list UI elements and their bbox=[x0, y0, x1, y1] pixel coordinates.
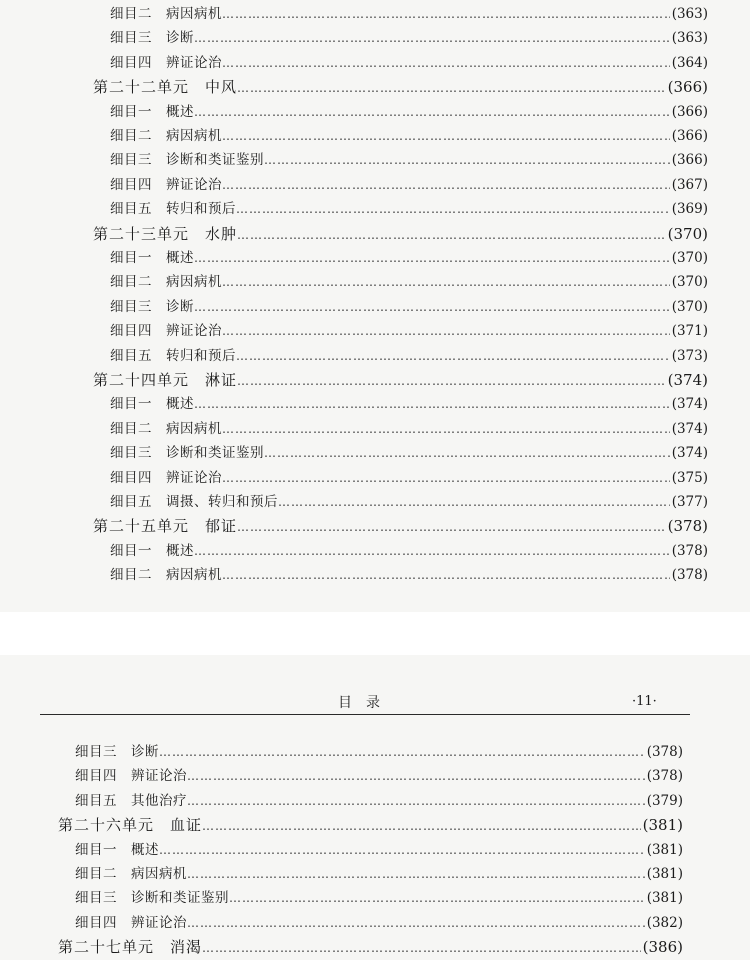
toc-entry-label: 细目四 辨证论治 bbox=[110, 54, 222, 71]
toc-entry-label: 细目一 概述 bbox=[110, 103, 194, 120]
toc-unit-entry bbox=[93, 222, 708, 246]
toc-unit-entry bbox=[58, 813, 683, 837]
toc-subsection-entry bbox=[110, 246, 708, 270]
toc-subsection-entry bbox=[75, 764, 683, 788]
toc-entry-label: 细目二 病因病机 bbox=[110, 6, 222, 22]
toc-dot-leader bbox=[159, 838, 645, 862]
toc-dot-leader bbox=[187, 764, 645, 788]
toc-dot-leader bbox=[222, 563, 670, 587]
toc-unit-entry bbox=[93, 75, 708, 99]
toc-entry-page-number: (386) bbox=[642, 938, 683, 957]
toc-entry-label: 细目四 辨证论治 bbox=[110, 323, 222, 340]
toc-entry-page-number: (371) bbox=[671, 323, 708, 340]
toc-dot-leader bbox=[222, 173, 670, 197]
toc-dot-leader bbox=[194, 295, 670, 319]
toc-entry-page-number: (378) bbox=[646, 744, 683, 760]
toc-entry-page-number: (366) bbox=[671, 103, 708, 120]
toc-entry-label: 细目一 概述 bbox=[110, 396, 194, 413]
toc-subsection-entry bbox=[75, 789, 683, 813]
toc-entry-label: 细目四 辨证论治 bbox=[75, 768, 187, 785]
toc-dot-leader bbox=[222, 124, 670, 148]
toc-subsection-entry bbox=[75, 862, 683, 886]
toc-dot-leader bbox=[202, 936, 641, 959]
toc-entry-label: 第二十七单元 消渴 bbox=[58, 938, 203, 957]
toc-entry-label: 细目一 概述 bbox=[75, 841, 159, 858]
toc-subsection-entry bbox=[110, 441, 708, 465]
toc-entry-label: 细目三 诊断 bbox=[75, 744, 159, 760]
toc-entry-page-number: (381) bbox=[646, 841, 683, 858]
toc-entry-label: 细目二 病因病机 bbox=[110, 128, 222, 144]
toc-entry-page-number: (366) bbox=[667, 78, 708, 97]
toc-entry-page-number: (374) bbox=[671, 396, 708, 413]
toc-dot-leader bbox=[264, 148, 670, 172]
toc-subsection-entry bbox=[110, 270, 708, 294]
toc-dot-leader bbox=[222, 417, 670, 441]
toc-entry-label: 细目三 诊断和类证鉴别 bbox=[110, 152, 264, 169]
toc-subsection-entry bbox=[110, 124, 708, 148]
toc-subsection-entry bbox=[110, 539, 708, 563]
toc-dot-leader bbox=[264, 441, 670, 465]
toc-subsection-entry bbox=[110, 100, 708, 124]
toc-entry-label: 细目一 概述 bbox=[110, 542, 194, 559]
toc-dot-leader bbox=[236, 344, 670, 368]
toc-subsection-entry bbox=[110, 26, 708, 50]
toc-entry-label: 细目二 病因病机 bbox=[110, 420, 222, 437]
toc-unit-entry bbox=[93, 514, 708, 538]
toc-entry-label: 细目五 其他治疗 bbox=[75, 792, 187, 809]
toc-entry-label: 第二十四单元 淋证 bbox=[93, 371, 238, 389]
toc-dot-leader bbox=[237, 223, 666, 246]
running-header-page-number: ·11· bbox=[632, 694, 657, 709]
toc-entry-page-number: (364) bbox=[671, 54, 708, 71]
toc-subsection-entry bbox=[110, 417, 708, 441]
toc-entry-page-number: (381) bbox=[642, 816, 683, 835]
toc-entry-page-number: (370) bbox=[671, 250, 708, 266]
toc-entry-label: 第二十三单元 水肿 bbox=[93, 224, 238, 243]
toc-entry-page-number: (363) bbox=[671, 6, 708, 22]
toc-dot-leader bbox=[202, 814, 641, 837]
toc-subsection-entry bbox=[110, 490, 708, 514]
toc-entry-label: 细目三 诊断和类证鉴别 bbox=[75, 890, 229, 907]
toc-entry-page-number: (379) bbox=[646, 792, 683, 809]
toc-subsection-entry bbox=[110, 392, 708, 416]
toc-subsection-entry bbox=[110, 295, 708, 319]
toc-subsection-entry bbox=[110, 148, 708, 172]
toc-dot-leader bbox=[194, 26, 670, 50]
toc-entry-page-number: (378) bbox=[671, 567, 708, 584]
toc-subsection-entry bbox=[110, 563, 708, 587]
toc-subsection-entry bbox=[75, 838, 683, 862]
toc-subsection-entry bbox=[110, 344, 708, 368]
toc-entry-label: 细目三 诊断和类证鉴别 bbox=[110, 445, 264, 462]
toc-entry-label: 细目二 病因病机 bbox=[75, 866, 187, 882]
toc-entry-label: 细目四 辨证论治 bbox=[75, 914, 187, 931]
toc-entry-page-number: (366) bbox=[671, 152, 708, 169]
toc-dot-leader bbox=[159, 740, 645, 764]
toc-dot-leader bbox=[222, 466, 670, 490]
toc-unit-entry bbox=[58, 935, 683, 959]
toc-entry-page-number: (374) bbox=[671, 445, 708, 462]
header-rule bbox=[40, 714, 690, 715]
toc-unit-entry bbox=[93, 368, 708, 392]
toc-entry-label: 细目二 病因病机 bbox=[110, 567, 222, 584]
toc-dot-leader bbox=[236, 197, 670, 221]
toc-dot-leader bbox=[222, 319, 670, 343]
toc-subsection-entry bbox=[110, 466, 708, 490]
toc-entry-page-number: (370) bbox=[667, 224, 708, 243]
toc-entry-page-number: (369) bbox=[671, 201, 708, 218]
toc-dot-leader bbox=[194, 100, 670, 124]
toc-dot-leader bbox=[194, 539, 670, 563]
toc-dot-leader bbox=[237, 369, 666, 392]
toc-subsection-entry bbox=[75, 911, 683, 935]
toc-entry-page-number: (363) bbox=[671, 30, 708, 47]
toc-subsection-entry bbox=[110, 173, 708, 197]
toc-subsection-entry bbox=[75, 740, 683, 764]
toc-entry-page-number: (375) bbox=[671, 469, 708, 486]
toc-entry-page-number: (378) bbox=[671, 542, 708, 559]
toc-entry-page-number: (377) bbox=[671, 494, 708, 510]
toc-entry-label: 细目五 转归和预后 bbox=[110, 201, 236, 218]
toc-dot-leader bbox=[237, 76, 666, 99]
toc-entry-page-number: (374) bbox=[667, 371, 708, 389]
toc-subsection-entry bbox=[110, 2, 708, 26]
toc-entry-label: 细目五 转归和预后 bbox=[110, 347, 236, 364]
toc-entry-label: 细目四 辨证论治 bbox=[110, 176, 222, 193]
toc-subsection-entry bbox=[110, 51, 708, 75]
toc-dot-leader bbox=[222, 2, 670, 26]
toc-dot-leader bbox=[194, 392, 670, 416]
toc-entry-label: 细目三 诊断 bbox=[110, 298, 194, 315]
toc-dot-leader bbox=[222, 270, 670, 294]
toc-entry-page-number: (378) bbox=[667, 517, 708, 536]
toc-entry-label: 细目三 诊断 bbox=[110, 30, 194, 47]
toc-entry-page-number: (378) bbox=[646, 768, 683, 785]
toc-entry-page-number: (370) bbox=[671, 298, 708, 315]
toc-entry-label: 细目四 辨证论治 bbox=[110, 469, 222, 486]
toc-dot-leader bbox=[237, 515, 666, 538]
toc-entry-page-number: (381) bbox=[646, 890, 683, 907]
running-header-title: 目录 bbox=[338, 695, 394, 711]
toc-subsection-entry bbox=[75, 886, 683, 910]
toc-entry-label: 细目二 病因病机 bbox=[110, 274, 222, 291]
toc-dot-leader bbox=[229, 886, 645, 910]
toc-dot-leader bbox=[187, 789, 645, 813]
toc-dot-leader bbox=[187, 862, 645, 886]
toc-entry-page-number: (381) bbox=[646, 866, 683, 882]
toc-entry-page-number: (366) bbox=[671, 128, 708, 144]
toc-entry-label: 第二十五单元 郁证 bbox=[93, 517, 238, 536]
toc-entry-page-number: (373) bbox=[671, 347, 708, 364]
toc-dot-leader bbox=[278, 490, 670, 514]
toc-dot-leader bbox=[194, 246, 670, 270]
toc-dot-leader bbox=[187, 911, 645, 935]
toc-entry-page-number: (382) bbox=[646, 914, 683, 931]
toc-entry-label: 第二十二单元 中风 bbox=[93, 78, 238, 97]
toc-subsection-entry bbox=[110, 197, 708, 221]
toc-entry-page-number: (370) bbox=[671, 274, 708, 291]
toc-entry-label: 细目五 调摄、转归和预后 bbox=[110, 494, 278, 510]
page-gap bbox=[0, 612, 750, 655]
toc-subsection-entry bbox=[110, 319, 708, 343]
toc-entry-label: 细目一 概述 bbox=[110, 250, 194, 266]
toc-entry-label: 第二十六单元 血证 bbox=[58, 816, 203, 835]
toc-dot-leader bbox=[222, 51, 670, 75]
toc-entry-page-number: (374) bbox=[671, 420, 708, 437]
toc-entry-page-number: (367) bbox=[671, 176, 708, 193]
